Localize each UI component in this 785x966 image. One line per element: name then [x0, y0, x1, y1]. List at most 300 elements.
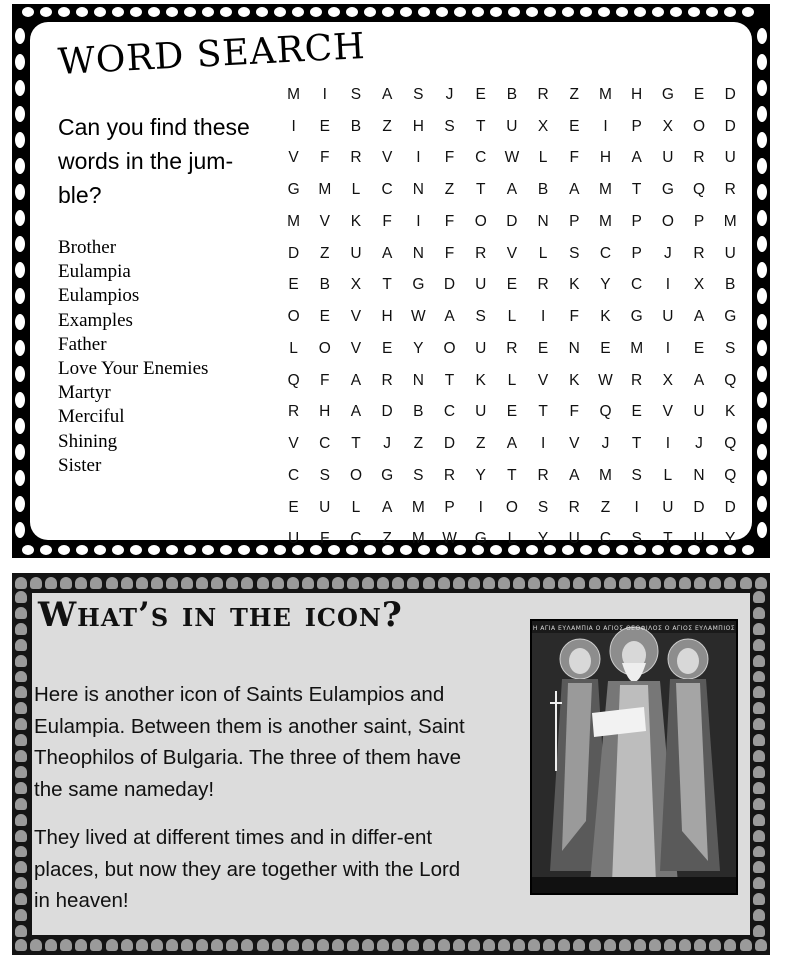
grid-letter: X [662, 371, 674, 389]
grid-letter: E [537, 339, 549, 357]
border-dot [220, 7, 232, 17]
grid-letter: J [695, 435, 703, 453]
border-ornament [423, 939, 435, 951]
grid-letter: E [600, 339, 611, 357]
grid-letter: V [662, 403, 674, 421]
border-ornament [755, 577, 767, 589]
border-dot [508, 7, 520, 17]
border-dot [616, 7, 628, 17]
border-dot [328, 7, 340, 17]
border-ornament [407, 939, 419, 951]
border-dot [757, 444, 767, 460]
border-ornament [106, 577, 118, 589]
grid-letter: R [724, 181, 736, 199]
grid-letter: I [665, 435, 670, 453]
border-dot [76, 7, 88, 17]
word-list-item: Eulampia [58, 261, 131, 283]
grid-letter: X [350, 276, 362, 294]
border-ornament [528, 939, 540, 951]
grid-letter: J [601, 435, 610, 453]
border-dot [757, 184, 767, 200]
border-dot [757, 210, 767, 226]
border-ornament [196, 577, 208, 589]
grid-letter: D [693, 498, 705, 516]
grid-letter: U [662, 308, 674, 326]
border-dot [15, 132, 25, 148]
border-ornament [226, 577, 238, 589]
border-ornament [634, 577, 646, 589]
grid-letter: V [381, 149, 393, 167]
border-dot [634, 7, 646, 17]
grid-letter: V [537, 371, 549, 389]
grid-letter: X [662, 117, 674, 135]
grid-letter: G [412, 276, 425, 294]
border-dot [757, 418, 767, 434]
border-dot [148, 7, 160, 17]
grid-letter: Y [725, 530, 736, 548]
border-dot [454, 7, 466, 17]
grid-letter: C [475, 149, 487, 167]
border-ornament [619, 939, 631, 951]
grid-letter: E [381, 339, 393, 357]
border-ornament [724, 939, 736, 951]
icon-paragraph-1: Here is another icon of Saints Eulampios and Eulampia. Between them is another saint, Saint Theophilos of Bulgaria. The three of them have the same nameday! [34, 683, 465, 801]
border-dot [202, 7, 214, 17]
grid-letter: D [381, 403, 393, 421]
border-ornament [332, 939, 344, 951]
border-dot [757, 366, 767, 382]
border-ornament [347, 939, 359, 951]
border-dot [15, 210, 25, 226]
grid-letter: S [319, 466, 330, 484]
border-ornament [753, 671, 765, 683]
border-ornament [589, 939, 601, 951]
border-ornament [136, 577, 148, 589]
grid-letter: R [443, 466, 456, 484]
border-dot [184, 7, 196, 17]
word-list-item: Examples [58, 309, 133, 331]
saints-icon-image [530, 619, 738, 895]
grid-letter: Z [444, 181, 455, 199]
border-ornament [483, 577, 495, 589]
border-ornament [664, 939, 676, 951]
border-ornament [90, 939, 102, 951]
border-ornament [60, 939, 72, 951]
border-ornament [392, 577, 404, 589]
grid-letter: U [475, 339, 487, 357]
border-ornament [573, 577, 585, 589]
border-ornament [15, 577, 27, 589]
letter-grid [278, 79, 746, 555]
border-dot [757, 470, 767, 486]
border-dot [757, 314, 767, 330]
grid-letter: R [350, 149, 362, 167]
border-dot [15, 80, 25, 96]
grid-letter: K [725, 403, 736, 421]
border-ornament [45, 939, 57, 951]
grid-letter: A [381, 85, 393, 103]
grid-letter: D [506, 212, 518, 230]
grid-letter: Q [724, 466, 737, 484]
icon-content [32, 593, 750, 935]
word-list-item: Brother [58, 237, 117, 258]
border-ornament [181, 577, 193, 589]
grid-letter: R [381, 371, 393, 389]
grid-letter: N [412, 244, 424, 262]
grid-letter: G [381, 466, 394, 484]
border-ornament [438, 577, 450, 589]
border-ornament [15, 734, 27, 746]
grid-letter: R [693, 149, 705, 167]
icon-inscription: Η ΑΓΙΑ ΕΥΛΑΜΠΙΑ Ο ΑΓΙΟΣ ΘΕΟΦΙΛΟΣ Ο ΑΓΙΟΣ ΕΥΛΑΜΠΙΟΣ [532, 625, 736, 632]
grid-letter: P [569, 212, 580, 230]
grid-letter: M [411, 498, 425, 516]
border-dot [15, 262, 25, 278]
grid-letter: Q [693, 181, 706, 199]
border-ornament [753, 877, 765, 889]
border-ornament [317, 577, 329, 589]
grid-letter: W [442, 530, 457, 548]
grid-letter: I [322, 85, 327, 103]
grid-letter: E [319, 117, 330, 135]
border-ornament [15, 893, 27, 905]
grid-letter: A [693, 308, 705, 326]
border-dot [757, 28, 767, 44]
border-ornament [649, 577, 661, 589]
grid-letter: E [506, 276, 518, 294]
grid-letter: L [507, 371, 517, 389]
grid-letter: F [569, 403, 580, 421]
border-ornament [709, 577, 721, 589]
grid-letter: A [350, 403, 362, 421]
border-ornament [694, 577, 706, 589]
border-ornament [604, 577, 616, 589]
border-dot [436, 7, 448, 17]
grid-letter: D [724, 85, 736, 103]
grid-letter: I [416, 149, 421, 167]
border-dot [238, 545, 250, 555]
grid-letter: V [569, 435, 580, 453]
grid-letter: L [351, 498, 361, 516]
word-list [58, 236, 208, 478]
word-list-item: Sister [58, 454, 102, 476]
border-dot [652, 7, 664, 17]
border-ornament [753, 734, 765, 746]
border-dot [490, 7, 502, 17]
word-list-item: Eulampios [58, 285, 140, 307]
border-ornament [558, 939, 570, 951]
border-dot [130, 545, 142, 555]
grid-letter: U [568, 530, 580, 548]
border-ornament [753, 814, 765, 826]
grid-letter: X [693, 276, 705, 294]
border-ornament [604, 939, 616, 951]
grid-letter: R [287, 403, 300, 421]
word-list-item: Martyr [58, 382, 111, 404]
grid-letter: G [661, 181, 674, 199]
border-dot [757, 54, 767, 70]
grid-letter: C [443, 403, 456, 421]
grid-letter: T [475, 181, 486, 199]
grid-letter: O [349, 466, 362, 484]
grid-letter: J [663, 244, 672, 262]
border-dot [256, 545, 268, 555]
border-dot [598, 7, 610, 17]
grid-letter: B [506, 85, 518, 103]
grid-letter: B [413, 403, 424, 421]
border-ornament [753, 591, 765, 603]
border-ornament [753, 718, 765, 730]
border-ornament [573, 939, 585, 951]
grid-letter: F [444, 149, 455, 167]
border-ornament [30, 577, 42, 589]
grid-letter: M [599, 85, 612, 103]
grid-letter: Z [382, 117, 392, 135]
grid-letter: S [413, 466, 424, 484]
border-ornament [15, 877, 27, 889]
grid-letter: T [631, 181, 642, 199]
border-ornament [453, 939, 465, 951]
border-ornament [151, 577, 163, 589]
border-ornament [15, 639, 27, 651]
grid-letter: K [475, 371, 486, 389]
border-ornament [15, 846, 27, 858]
border-ornament [15, 766, 27, 778]
border-ornament [302, 939, 314, 951]
grid-letter: N [693, 466, 705, 484]
border-ornament [15, 925, 27, 937]
border-dot [15, 106, 25, 122]
grid-letter: G [474, 530, 487, 548]
border-ornament [15, 814, 27, 826]
border-dot [364, 7, 376, 17]
border-ornament [740, 577, 752, 589]
grid-letter: U [693, 403, 705, 421]
grid-letter: C [381, 181, 393, 199]
grid-letter: A [381, 244, 393, 262]
grid-letter: M [287, 85, 301, 103]
border-ornament [302, 577, 314, 589]
grid-letter: I [603, 117, 608, 135]
border-dot [757, 132, 767, 148]
border-ornament [75, 577, 87, 589]
grid-letter: V [288, 149, 299, 167]
grid-letter: S [350, 85, 362, 103]
icon-paragraph-2: They lived at different times and in differ-ent places, but now they are together with the Lord in heaven! [34, 826, 461, 912]
grid-letter: V [350, 308, 362, 326]
border-dot [526, 7, 538, 17]
border-ornament [753, 909, 765, 921]
border-dot [757, 158, 767, 174]
border-ornament [90, 577, 102, 589]
grid-letter: W [411, 308, 426, 326]
border-dot [757, 340, 767, 356]
grid-letter: W [598, 371, 613, 389]
border-ornament [226, 939, 238, 951]
grid-letter: Q [724, 371, 737, 389]
grid-letter: L [663, 466, 673, 484]
grid-letter: S [444, 117, 455, 135]
border-dot [670, 7, 682, 17]
border-ornament [15, 861, 27, 873]
grid-letter: T [475, 117, 486, 135]
border-ornament [347, 577, 359, 589]
border-ornament [634, 939, 646, 951]
border-ornament [753, 702, 765, 714]
border-dot [15, 418, 25, 434]
grid-letter: T [538, 403, 548, 421]
border-dot [757, 496, 767, 512]
border-ornament [649, 939, 661, 951]
grid-letter: F [444, 244, 455, 262]
border-ornament [15, 591, 27, 603]
grid-letter: V [350, 339, 362, 357]
border-ornament [15, 939, 27, 951]
border-ornament [664, 577, 676, 589]
border-ornament [15, 782, 27, 794]
grid-letter: S [475, 308, 486, 326]
border-ornament [45, 577, 57, 589]
grid-letter: G [724, 308, 737, 326]
grid-letter: K [350, 212, 362, 230]
grid-letter: O [287, 308, 300, 326]
ornament-border-top [12, 575, 770, 591]
grid-letter: A [350, 371, 362, 389]
border-dot [400, 7, 412, 17]
border-dot [757, 288, 767, 304]
grid-letter: L [507, 308, 517, 326]
border-ornament [362, 939, 374, 951]
border-ornament [211, 939, 223, 951]
border-ornament [166, 577, 178, 589]
border-dot [202, 545, 214, 555]
grid-letter: D [724, 117, 736, 135]
grid-letter: R [537, 466, 549, 484]
border-dot [76, 545, 88, 555]
grid-letter: U [724, 149, 736, 167]
ornament-border-bottom [12, 937, 770, 953]
border-ornament [75, 939, 87, 951]
grid-letter: C [599, 244, 612, 262]
grid-letter: D [724, 498, 736, 516]
grid-letter: A [569, 181, 580, 199]
border-ornament [15, 830, 27, 842]
border-ornament [15, 750, 27, 762]
grid-letter: P [631, 212, 642, 230]
grid-letter: P [631, 244, 642, 262]
icon-panel [12, 573, 770, 955]
border-ornament [241, 577, 253, 589]
grid-letter: U [724, 244, 736, 262]
grid-letter: U [506, 117, 518, 135]
border-ornament [362, 577, 374, 589]
ornament-border-left [14, 589, 30, 939]
grid-letter: H [319, 403, 331, 421]
grid-letter: A [506, 181, 518, 199]
border-ornament [589, 577, 601, 589]
border-ornament [287, 939, 299, 951]
border-dot [22, 7, 34, 17]
grid-letter: R [693, 244, 705, 262]
grid-letter: E [506, 403, 518, 421]
border-dot [757, 236, 767, 252]
word-search-title: WORD SEARCH [56, 25, 367, 83]
grid-letter: K [569, 371, 580, 389]
grid-letter: O [693, 117, 706, 135]
grid-letter: B [319, 276, 330, 294]
grid-letter: M [630, 339, 644, 357]
border-ornament [694, 939, 706, 951]
border-ornament [15, 655, 27, 667]
border-ornament [753, 623, 765, 635]
grid-letter: I [416, 212, 421, 230]
grid-letter: B [537, 181, 549, 199]
grid-letter: I [665, 339, 670, 357]
border-ornament [136, 939, 148, 951]
grid-letter: H [381, 308, 393, 326]
border-ornament [60, 577, 72, 589]
border-dot [724, 7, 736, 17]
border-ornament [483, 939, 495, 951]
grid-letter: U [287, 530, 300, 548]
border-ornament [272, 577, 284, 589]
grid-letter: H [631, 85, 643, 103]
border-ornament [740, 939, 752, 951]
border-ornament [709, 939, 721, 951]
grid-letter: X [537, 117, 549, 135]
grid-letter: E [693, 85, 705, 103]
border-dot [580, 7, 592, 17]
grid-letter: B [725, 276, 736, 294]
grid-letter: E [475, 85, 486, 103]
grid-letter: U [475, 403, 487, 421]
border-ornament [15, 686, 27, 698]
border-dot [15, 28, 25, 44]
border-dot [148, 545, 160, 555]
grid-letter: F [569, 149, 580, 167]
grid-letter: P [444, 498, 455, 516]
grid-letter: T [507, 466, 517, 484]
grid-letter: C [631, 276, 643, 294]
grid-letter: S [569, 244, 580, 262]
border-dot [382, 7, 394, 17]
grid-letter: G [661, 85, 674, 103]
border-ornament [287, 577, 299, 589]
border-dot [757, 392, 767, 408]
border-ornament [753, 607, 765, 619]
grid-letter: L [507, 530, 517, 548]
border-ornament [272, 939, 284, 951]
grid-letter: E [288, 276, 299, 294]
border-ornament [528, 577, 540, 589]
word-search-prompt: Can you find these words in the jum-ble? [58, 114, 250, 208]
border-ornament [753, 655, 765, 667]
border-dot [15, 444, 25, 460]
word-list-item: Merciful [58, 406, 125, 428]
grid-letter: I [634, 498, 639, 516]
grid-letter: E [693, 339, 705, 357]
border-ornament [121, 577, 133, 589]
border-ornament [15, 798, 27, 810]
border-dot [94, 7, 106, 17]
grid-letter: C [287, 466, 300, 484]
grid-letter: T [663, 530, 673, 548]
grid-letter: E [569, 117, 580, 135]
grid-letter: S [631, 466, 642, 484]
grid-letter: Y [537, 530, 549, 548]
border-dot [94, 545, 106, 555]
grid-letter: F [320, 149, 330, 167]
